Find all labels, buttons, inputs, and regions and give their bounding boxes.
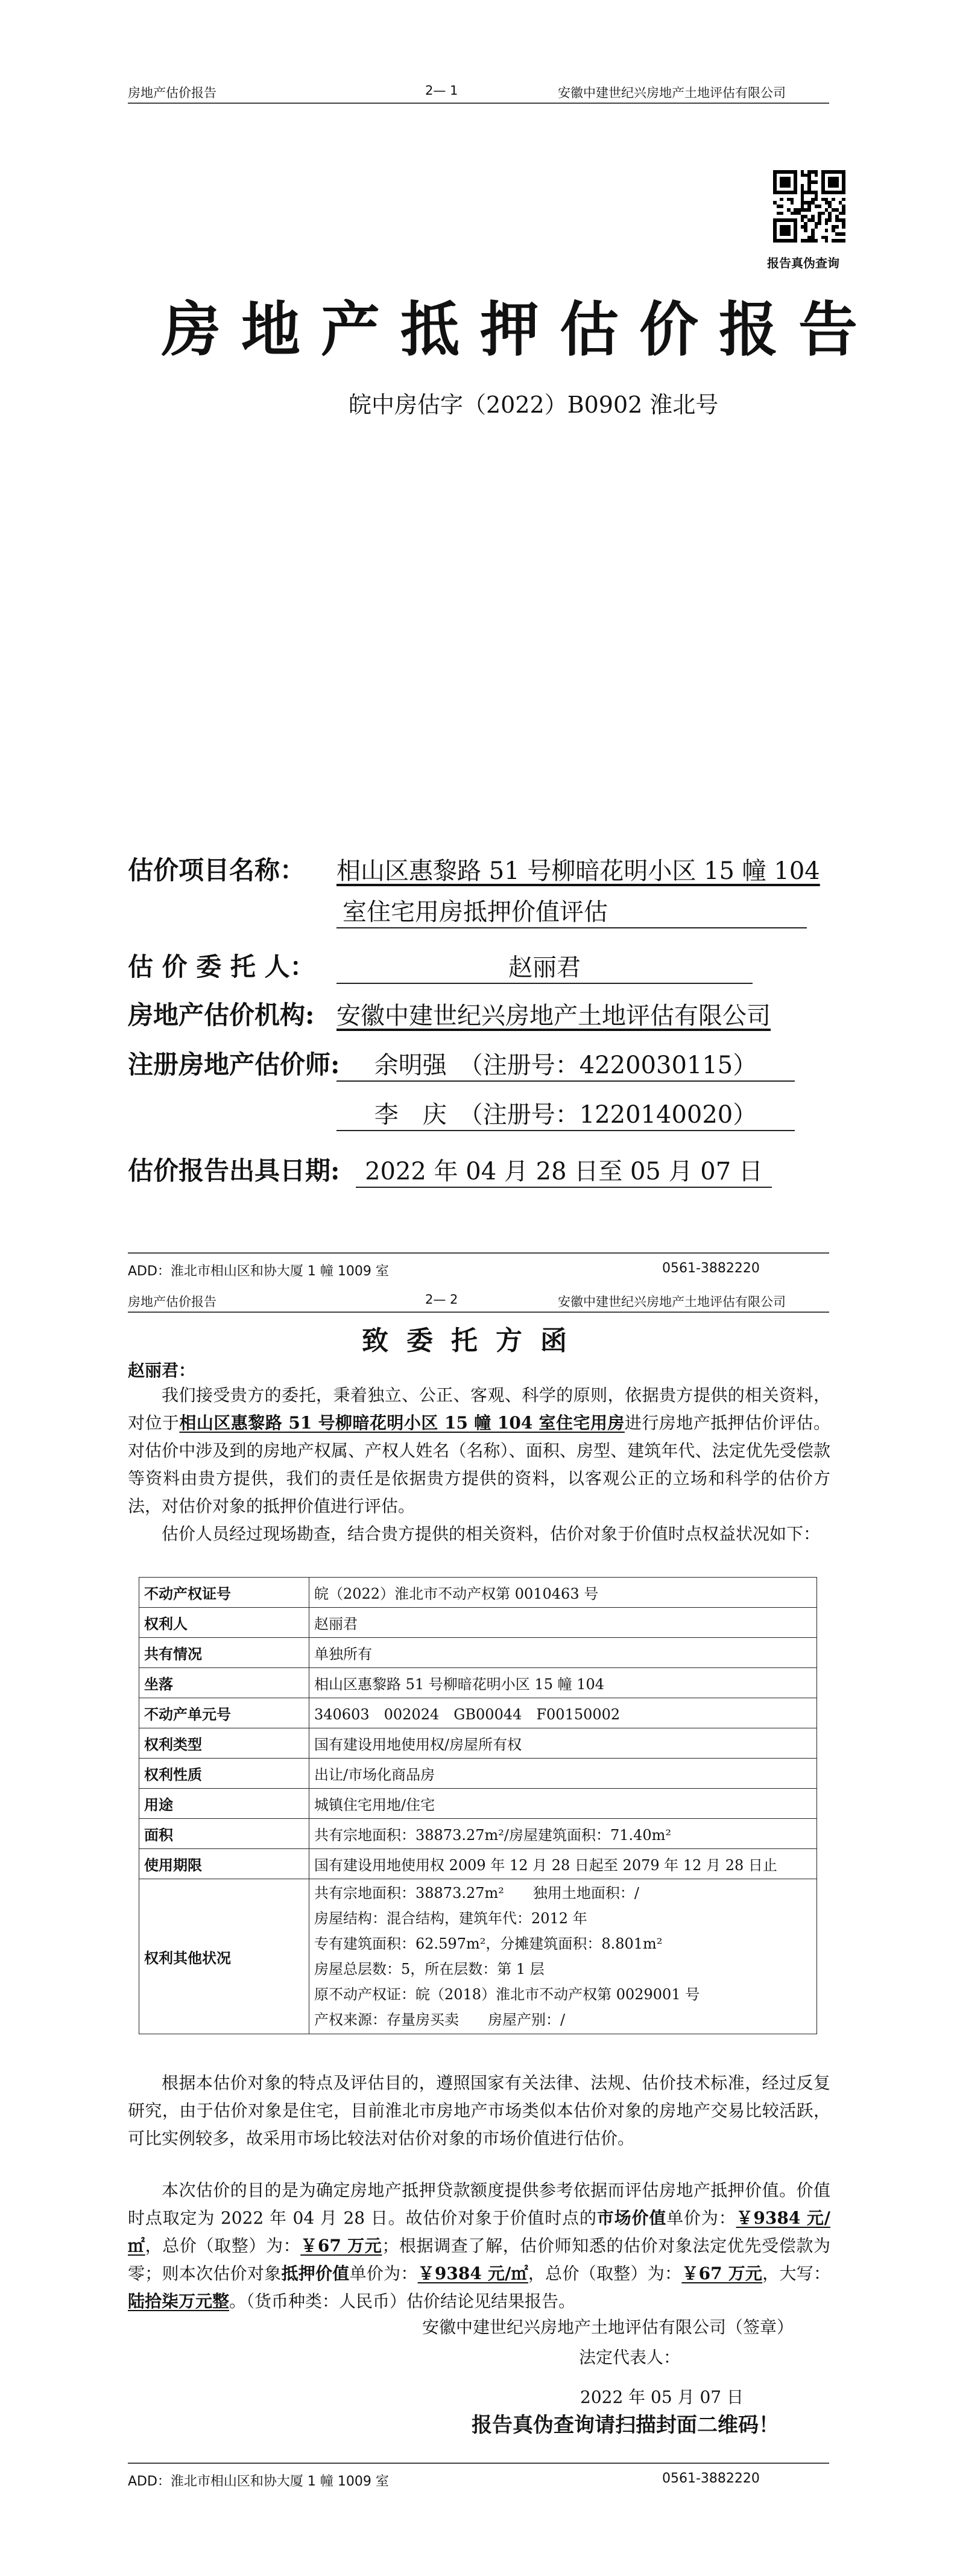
agency-value: 安徽中建世纪兴房地产土地评估有限公司 bbox=[336, 1002, 771, 1030]
table-value: 城镇住宅用地/住宅 bbox=[309, 1789, 817, 1819]
signature-representative: 法定代表人： bbox=[579, 2347, 681, 2367]
table-value: 国有建设用地使用权 2009 年 12 月 28 日起至 2079 年 12 月 28 日止 bbox=[309, 1849, 817, 1879]
table-value: 共有宗地面积：38873.27m²/房屋建筑面积：71.40m² bbox=[309, 1819, 817, 1849]
table-value: 国有建设用地使用权/房屋所有权 bbox=[309, 1728, 817, 1759]
table-value: 皖（2022）淮北市不动产权第 0010463 号 bbox=[309, 1578, 817, 1608]
table-row bbox=[139, 1849, 817, 1879]
letter-title: 致委托方函 bbox=[362, 1325, 585, 1356]
table-key: 权利类型 bbox=[139, 1728, 309, 1759]
signature-date: 2022 年 05 月 07 日 bbox=[580, 2387, 744, 2407]
table-key: 使用期限 bbox=[139, 1849, 309, 1879]
table-key: 面积 bbox=[139, 1819, 309, 1849]
table-key: 不动产权证号 bbox=[139, 1578, 309, 1608]
other-status-line: 专有建筑面积：62.597m²，分摊建筑面积：8.801m² bbox=[314, 1935, 663, 1952]
qr-code-icon bbox=[773, 170, 845, 243]
table-row bbox=[139, 1638, 817, 1668]
table-value-other bbox=[309, 1879, 817, 2034]
table-key: 权利其他状况 bbox=[139, 1879, 309, 2034]
header-right: 安徽中建世纪兴房地产土地评估有限公司 bbox=[558, 86, 786, 100]
header-rule bbox=[128, 103, 829, 104]
header-left: 房地产估价报告 bbox=[128, 86, 216, 100]
other-status-line: 房屋结构：混合结构，建筑年代：2012 年 bbox=[314, 1910, 587, 1927]
table-key: 权利性质 bbox=[139, 1759, 309, 1789]
project-label: 估价项目名称： bbox=[128, 855, 306, 885]
footer-rule bbox=[128, 1252, 829, 1254]
footer-phone: 0561-3882220 bbox=[662, 2471, 760, 2486]
header-page-number: 2— 2 bbox=[425, 1292, 458, 1307]
mortgage-unit-price: ￥9384 元/㎡ bbox=[417, 2264, 528, 2283]
table-value: 赵丽君 bbox=[309, 1608, 817, 1638]
footer-address: ADD：淮北市相山区和协大厦 1 幢 1009 室 bbox=[128, 2474, 389, 2489]
other-status-line: 共有宗地面积：38873.27m² 独用土地面积：/ bbox=[314, 1885, 639, 1902]
table-row bbox=[139, 1698, 817, 1728]
table-key: 用途 bbox=[139, 1789, 309, 1819]
table-key: 坐落 bbox=[139, 1668, 309, 1698]
agency-label: 房地产估价机构: bbox=[128, 1000, 315, 1030]
project-value-line1: 相山区惠黎路 51 号柳暗花明小区 15 幢 104 bbox=[336, 857, 820, 885]
client-value: 赵丽君 bbox=[336, 948, 753, 984]
appraiser-label: 注册房地产估价师: bbox=[128, 1050, 340, 1079]
date-label: 估价报告出具日期: bbox=[128, 1156, 340, 1185]
table-row bbox=[139, 1728, 817, 1759]
appraiser-1: 余明强 （注册号：4220030115） bbox=[336, 1046, 795, 1082]
header-right: 安徽中建世纪兴房地产土地评估有限公司 bbox=[558, 1295, 786, 1309]
table-key: 权利人 bbox=[139, 1608, 309, 1638]
table-value: 单独所有 bbox=[309, 1638, 817, 1668]
table-row bbox=[139, 1759, 817, 1789]
appraiser-2: 李 庆 （注册号：1220140020） bbox=[336, 1096, 795, 1131]
report-number: 皖中房估字（2022）B0902 淮北号 bbox=[349, 392, 719, 418]
date-value: 2022 年 04 月 28 日至 05 月 07 日 bbox=[356, 1152, 772, 1188]
table-row bbox=[139, 1608, 817, 1638]
header-page-number: 2— 1 bbox=[425, 83, 458, 98]
rights-table bbox=[139, 1577, 817, 2034]
table-row bbox=[139, 1819, 817, 1849]
market-total-price: ￥67 万元 bbox=[300, 2236, 382, 2256]
mortgage-total-price: ￥67 万元 bbox=[681, 2264, 763, 2283]
market-unit-price: ￥9384 元/㎡ bbox=[128, 2208, 830, 2256]
other-status-line: 产权来源：存量房买卖 房屋产别：/ bbox=[314, 2011, 566, 2028]
report-title: 房地产抵押估价报告 bbox=[162, 295, 879, 364]
footer-rule bbox=[128, 2463, 829, 2464]
table-value: 340603 002024 GB00044 F00150002 bbox=[309, 1698, 817, 1728]
total-price-words: 陆拾柒万元整 bbox=[128, 2291, 230, 2311]
table-key: 不动产单元号 bbox=[139, 1698, 309, 1728]
footer-phone: 0561-3882220 bbox=[662, 1261, 760, 1276]
table-value: 出让/市场化商品房 bbox=[309, 1759, 817, 1789]
paragraph-4: 本次估价的目的是为确定房地产抵押贷款额度提供参考依据而评估房地产抵押价值。价值时点取定为 2022 年 04 月 28 日。故估价对象于价值时点的市场价值单价为：￥9384 元/㎡，总价（取整）为：￥67 万元；根据调查了解，估价师知悉的估价对象法定优先受偿款为零；则本次估价对象抵押价值单价为：￥9384 元/㎡，总价（取整）为：￥67 万元，大写：陆拾柒万元整。（货币种类：人民币）估价结论见结果报告。 bbox=[128, 2180, 830, 2311]
qr-caption: 报告真伪查询 bbox=[767, 256, 839, 270]
verify-note: 报告真伪查询请扫描封面二维码！ bbox=[472, 2413, 779, 2437]
qr-code[interactable] bbox=[773, 170, 845, 243]
paragraph-1: 我们接受贵方的委托，秉着独立、公正、客观、科学的原则，依据贵方提供的相关资料，对位于相山区惠黎路 51 号柳暗花明小区 15 幢 104 室住宅用房进行房地产抵押估价评估。对估价中涉及到的房地产权属、产权人姓名（名称）、面积、房型、建筑年代、法定优先受偿款等资料由贵方提供，我们的责任是依据贵方提供的资料，以客观公正的立场和科学的估价方法，对估价对象的抵押价值进行评估。 bbox=[128, 1385, 830, 1516]
project-value-line2: 室住宅用房抵押价值评估 bbox=[336, 893, 807, 928]
other-status-line: 房屋总层数：5，所在层数：第 1 层 bbox=[314, 1961, 545, 1978]
table-row bbox=[139, 1789, 817, 1819]
table-row bbox=[139, 1879, 817, 2034]
other-status-line: 原不动产权证：皖（2018）淮北市不动产权第 0029001 号 bbox=[314, 1986, 700, 2003]
table-key: 共有情况 bbox=[139, 1638, 309, 1668]
signature-company: 安徽中建世纪兴房地产土地评估有限公司（签章） bbox=[422, 2317, 794, 2337]
salutation: 赵丽君： bbox=[128, 1360, 196, 1380]
header-rule bbox=[128, 1312, 829, 1313]
paragraph-2: 估价人员经过现场勘查，结合贵方提供的相关资料，估价对象于价值时点权益状况如下： bbox=[162, 1524, 821, 1544]
table-row bbox=[139, 1668, 817, 1698]
property-address: 相山区惠黎路 51 号柳暗花明小区 15 幢 104 室住宅用房 bbox=[179, 1413, 625, 1433]
header-left: 房地产估价报告 bbox=[128, 1295, 216, 1309]
footer-address: ADD：淮北市相山区和协大厦 1 幢 1009 室 bbox=[128, 1264, 389, 1279]
table-row bbox=[139, 1578, 817, 1608]
client-label: 估 价 委 托 人： bbox=[128, 952, 315, 982]
table-value: 相山区惠黎路 51 号柳暗花明小区 15 幢 104 bbox=[309, 1668, 817, 1698]
paragraph-3: 根据本估价对象的特点及评估目的，遵照国家有关法律、法规、估价技术标准，经过反复研究，由于估价对象是住宅，目前淮北市房地产市场类似本估价对象的房地产交易比较活跃，可比实例较多，故采用市场比较法对估价对象的市场价值进行估价。 bbox=[128, 2073, 830, 2148]
